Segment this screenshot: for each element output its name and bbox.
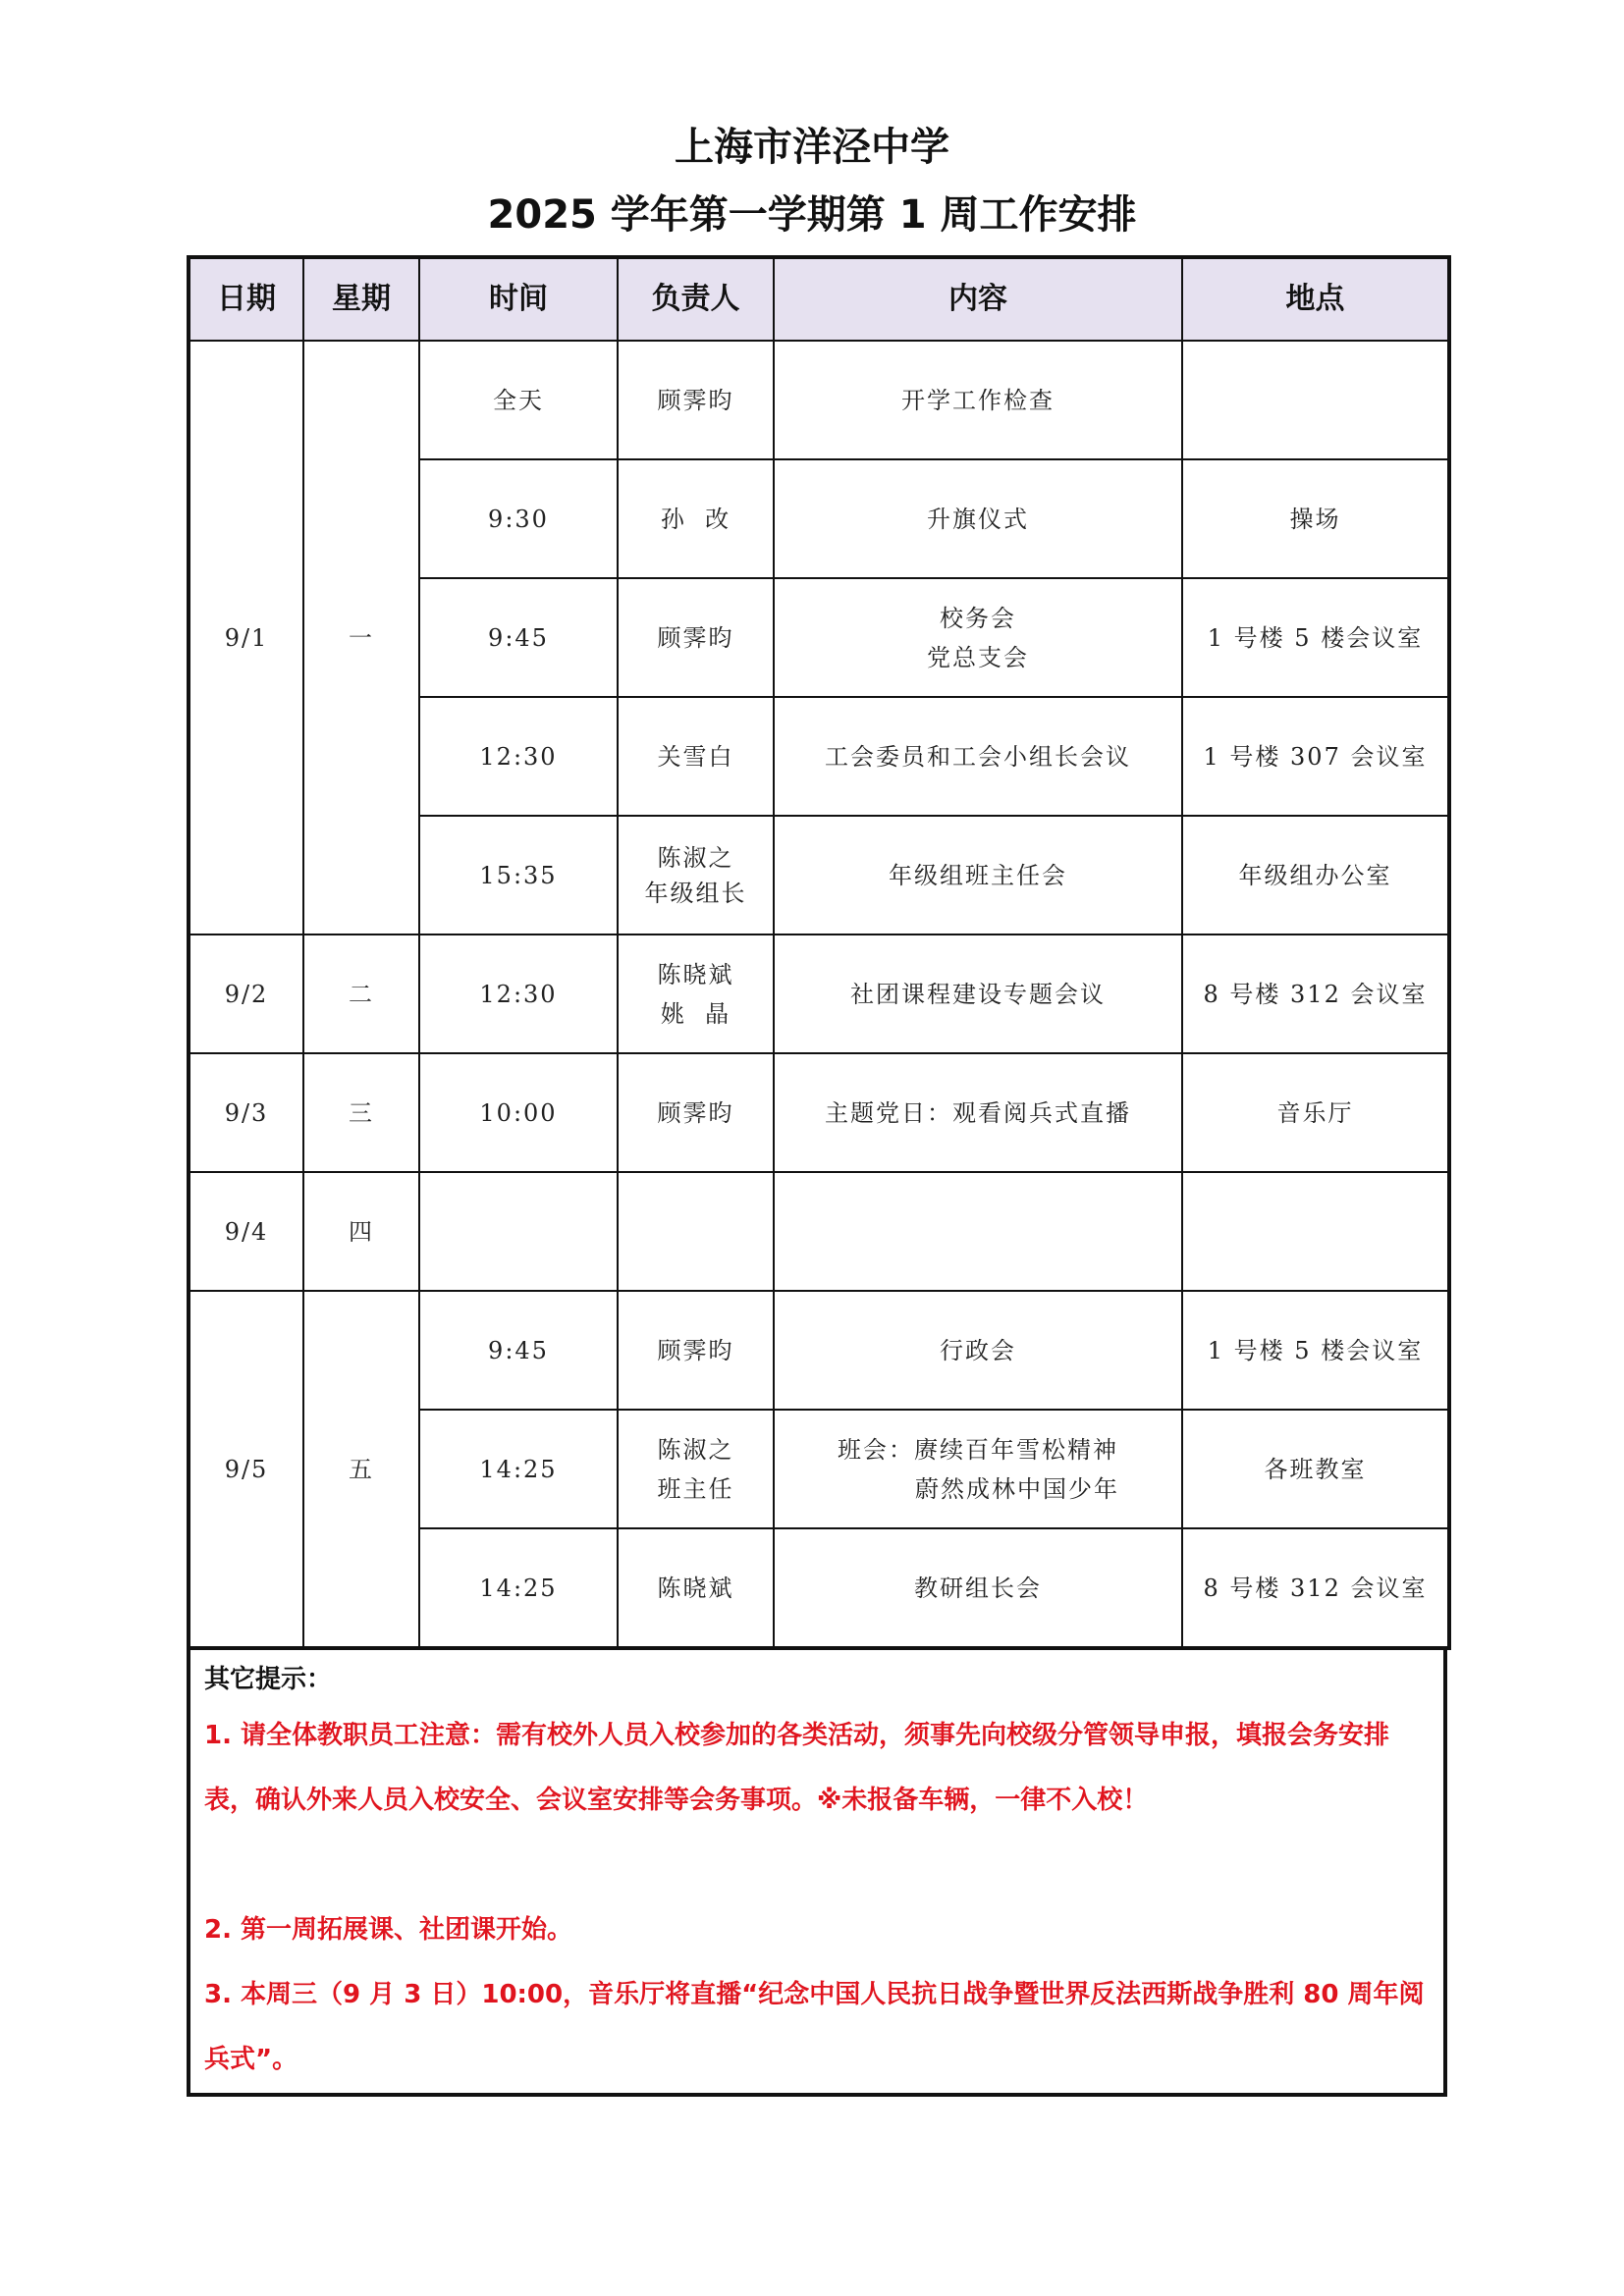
- content-cell: [774, 578, 1182, 697]
- content-cell: [774, 1528, 1182, 1648]
- content-line: 升旗仪式: [927, 505, 1029, 533]
- column-header-time: 时间: [419, 257, 618, 341]
- table-row: [189, 1172, 1449, 1291]
- content-line: 教研组长会: [914, 1574, 1042, 1602]
- place-cell: 1 号楼 5 楼会议室: [1182, 578, 1449, 697]
- table-row: [189, 1053, 1449, 1172]
- owner-cell: [618, 934, 774, 1053]
- time-cell: 14:25: [419, 1528, 618, 1648]
- column-header-owner: 负责人: [618, 257, 774, 341]
- content-cell: [774, 1172, 1182, 1291]
- school-name: 上海市洋泾中学: [675, 125, 949, 170]
- table-row: [189, 1291, 1449, 1410]
- weekday-cell: 一: [303, 341, 419, 934]
- time-cell: 12:30: [419, 697, 618, 816]
- time-cell: 9:45: [419, 1291, 618, 1410]
- column-header-content: 内容: [774, 257, 1182, 341]
- owner-name: 陈晓斌: [657, 960, 734, 988]
- weekday-cell: 五: [303, 1291, 419, 1648]
- place-cell: 操场: [1182, 459, 1449, 578]
- owner-name: 关雪白: [657, 742, 734, 771]
- column-header-weekday: 星期: [303, 257, 419, 341]
- owner-name: 顾霁昀: [657, 623, 734, 652]
- table-header-row: [189, 257, 1449, 341]
- notes-title: 其它提示：: [204, 1665, 333, 1694]
- date-cell: 9/4: [189, 1172, 303, 1291]
- content-cell: [774, 1291, 1182, 1410]
- time-cell: 14:25: [419, 1410, 618, 1528]
- owner-name: 孙 改: [660, 505, 731, 533]
- weekday-cell: 二: [303, 934, 419, 1053]
- owner-cell: [618, 1172, 774, 1291]
- owner-name: 陈淑之: [657, 1435, 734, 1464]
- date-cell: 9/3: [189, 1053, 303, 1172]
- time-cell: [419, 1172, 618, 1291]
- content-line: 社团课程建设专题会议: [850, 980, 1106, 1008]
- place-cell: 8 号楼 312 会议室: [1182, 1528, 1449, 1648]
- notes-section: [187, 1647, 1447, 2097]
- content-cell: [774, 1053, 1182, 1172]
- content-cell: [774, 697, 1182, 816]
- table-row: [189, 934, 1449, 1053]
- content-cell: [774, 1410, 1182, 1528]
- weekday-cell: 四: [303, 1172, 419, 1291]
- owner-cell: [618, 816, 774, 934]
- time-cell: 9:45: [419, 578, 618, 697]
- weekday-cell: 三: [303, 1053, 419, 1172]
- owner-cell: [618, 1410, 774, 1528]
- content-line: 党总支会: [927, 643, 1029, 671]
- place-cell: 各班教室: [1182, 1410, 1449, 1528]
- content-line: 开学工作检查: [901, 386, 1055, 414]
- date-cell: 9/5: [189, 1291, 303, 1648]
- date-cell: 9/2: [189, 934, 303, 1053]
- place-cell: 1 号楼 5 楼会议室: [1182, 1291, 1449, 1410]
- page-title: 2025 学年第一学期第 1 周工作安排: [487, 192, 1137, 238]
- note-item: 2. 第一周拓展课、社团课开始。: [204, 1915, 573, 1945]
- owner-name: 班主任: [657, 1474, 734, 1503]
- time-cell: 15:35: [419, 816, 618, 934]
- column-header-date: 日期: [189, 257, 303, 341]
- owner-name: 陈淑之: [657, 843, 734, 872]
- place-cell: 年级组办公室: [1182, 816, 1449, 934]
- owner-cell: [618, 697, 774, 816]
- content-cell: [774, 341, 1182, 459]
- content-line: 校务会: [940, 604, 1016, 632]
- time-cell: 全天: [419, 341, 618, 459]
- schedule-table: [187, 255, 1451, 1650]
- time-cell: 12:30: [419, 934, 618, 1053]
- owner-cell: [618, 578, 774, 697]
- owner-name: 顾霁昀: [657, 386, 734, 414]
- place-cell: 音乐厅: [1182, 1053, 1449, 1172]
- content-line: 工会委员和工会小组长会议: [825, 742, 1131, 771]
- date-cell: 9/1: [189, 341, 303, 934]
- owner-cell: [618, 1528, 774, 1648]
- owner-name: 年级组长: [644, 879, 747, 907]
- column-header-place: 地点: [1182, 257, 1449, 341]
- content-line: 行政会: [940, 1336, 1016, 1364]
- owner-name: 顾霁昀: [657, 1098, 734, 1127]
- time-cell: 9:30: [419, 459, 618, 578]
- owner-cell: [618, 1291, 774, 1410]
- place-cell: 1 号楼 307 会议室: [1182, 697, 1449, 816]
- owner-cell: [618, 459, 774, 578]
- owner-name: 姚 晶: [660, 999, 731, 1028]
- content-cell: [774, 934, 1182, 1053]
- owner-name: 顾霁昀: [657, 1336, 734, 1364]
- owner-cell: [618, 1053, 774, 1172]
- owner-cell: [618, 341, 774, 459]
- content-cell: [774, 459, 1182, 578]
- content-line: 蔚然成林中国少年: [915, 1474, 1119, 1503]
- table-row: [189, 341, 1449, 459]
- time-cell: 10:00: [419, 1053, 618, 1172]
- content-cell: [774, 816, 1182, 934]
- place-cell: [1182, 341, 1449, 459]
- place-cell: 8 号楼 312 会议室: [1182, 934, 1449, 1053]
- note-item: 3. 本周三（9 月 3 日）10:00，音乐厅将直播“纪念中国人民抗日战争暨世界反法西斯战争胜利 80 周年阅兵式”。: [204, 1980, 1425, 2074]
- content-line: 班会：赓续百年雪松精神: [838, 1435, 1118, 1464]
- place-cell: [1182, 1172, 1449, 1291]
- content-line: 年级组班主任会: [889, 861, 1067, 889]
- note-item: 1. 请全体教职员工注意：需有校外人员入校参加的各类活动，须事先向校级分管领导申报，填报会务安排表，确认外来人员入校安全、会议室安排等会务事项。※未报备车辆，一律不入校！: [204, 1721, 1390, 1815]
- content-line: 主题党日：观看阅兵式直播: [825, 1098, 1131, 1127]
- owner-name: 陈晓斌: [657, 1574, 734, 1602]
